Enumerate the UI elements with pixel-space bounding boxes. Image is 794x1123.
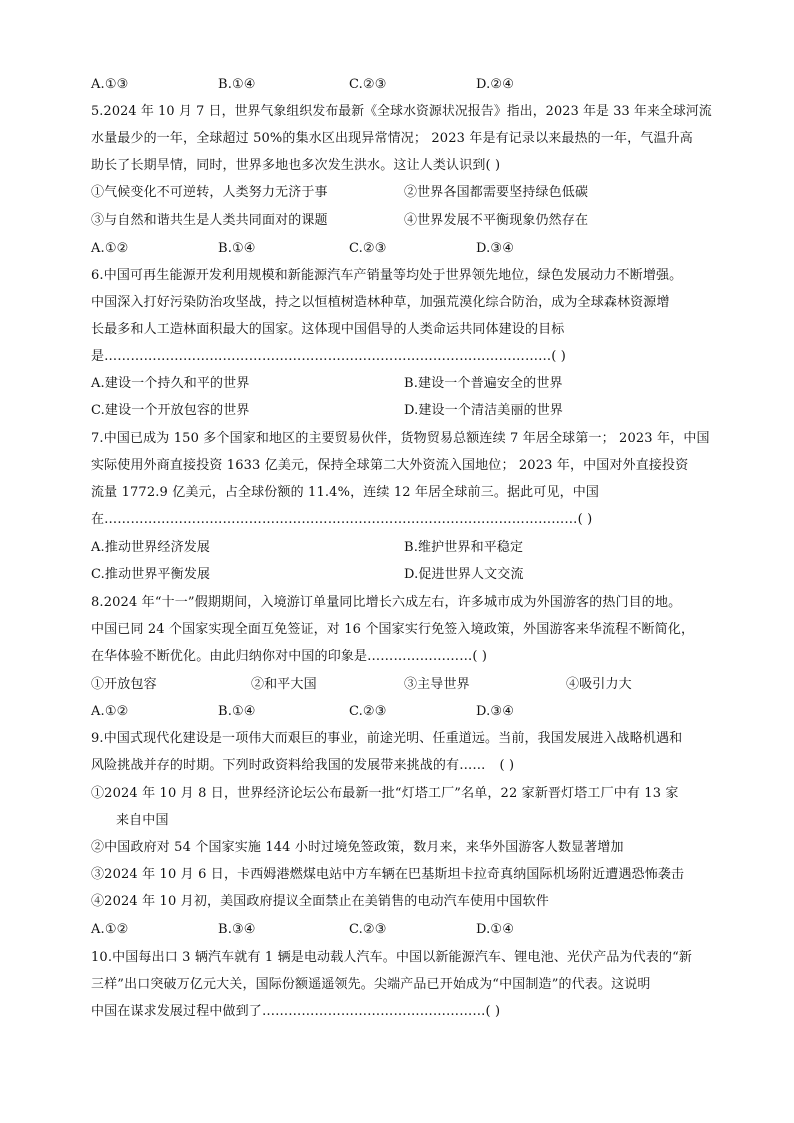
q6-stem-line-1: 6.中国可再生能源开发利用规模和新能源汽车产销量等均处于世界领先地位，绿色发展动力不断增强。 (91, 268, 683, 283)
q5-statement-3: ③与自然和谐共生是人类共同面对的课题 (91, 213, 328, 228)
q8-statement-1: ①开放包容 (91, 677, 157, 692)
q7-stem-line-1: 7.中国已成为 150 多个国家和地区的主要贸易伙伴，货物贸易总额连续 7 年居全球第一； 2023 年，中国 (91, 431, 710, 446)
q10-answer-blank: ( ) (485, 1004, 501, 1019)
q10-stem-line-1: 10.中国每出口 3 辆汽车就有 1 辆是电动载人汽车。中国以新能源汽车、锂电池、光伏产品为代表的“新 (91, 950, 693, 965)
q4-option-b: B.①④ (218, 77, 256, 92)
q8-leader-dots: …………………… (367, 649, 473, 664)
q7-stem-line-4 (91, 511, 592, 529)
q8-option-a: A.①② (91, 704, 129, 719)
q10-stem-lead: 中国在谋求发展过程中做到了 (91, 1004, 262, 1019)
q4-option-d: D.②④ (476, 77, 515, 92)
q7-stem-lead: 在 (91, 512, 105, 527)
q9-statement-1: ①2024 年 10 月 8 日，世界经济论坛公布最新一批“灯塔工厂”名单，22 家新晋灯塔工厂中有 13 家 (91, 786, 679, 801)
q10-stem-line-2: 三样”出口突破万亿元大关，国际份额遥遥领先。尖端产品已开始成为“中国制造”的代表。这说明 (91, 977, 651, 992)
q5-option-c: C.②③ (349, 241, 387, 256)
q7-option-c: C.推动世界平衡发展 (91, 567, 211, 582)
q6-option-b: B.建设一个普遍安全的世界 (404, 376, 563, 391)
q6-stem-lead: 是 (91, 349, 105, 364)
q8-answer-blank: ( ) (472, 649, 488, 664)
q10-stem-line-3 (91, 1003, 500, 1021)
q9-stem-lead: 风险挑战并存的时期。下列时政资料给我国的发展带来挑战的有 (91, 758, 460, 773)
q8-statement-2: ②和平大国 (251, 677, 317, 692)
q10-leader-dots: …………………………………………… (261, 1004, 486, 1019)
q8-statement-4: ④吸引力大 (566, 677, 632, 692)
q4-option-c: C.②③ (349, 77, 387, 92)
q5-statement-1: ①气候变化不可逆转，人类努力无济于事 (91, 185, 328, 200)
q5-stem-line-2: 水量最少的一年，全球超过 50%的集水区出现异常情况； 2023 年是有记录以来最热的一年，气温升高 (91, 131, 693, 146)
q9-stem-line-1: 9.中国式现代化建设是一项伟大而艰巨的事业，前途光明、任重道远。当前，我国发展进入战略机遇和 (91, 731, 683, 746)
q8-statement-3: ③主导世界 (404, 677, 470, 692)
q9-statement-1-cont: 来自中国 (116, 813, 169, 828)
q6-leader-dots: ………………………………………………………………………………………… (104, 349, 552, 364)
q6-option-d: D.建设一个清洁美丽的世界 (404, 403, 564, 418)
q7-leader-dots: ……………………………………………………………………………………………… (104, 512, 578, 527)
q9-option-a: A.①② (91, 922, 129, 937)
q8-option-c: C.②③ (349, 704, 387, 719)
q6-option-a: A.建设一个持久和平的世界 (91, 376, 250, 391)
q7-option-d: D.促进世界人文交流 (404, 567, 524, 582)
q9-option-b: B.③④ (218, 922, 256, 937)
q7-answer-blank: ( ) (577, 512, 593, 527)
q7-option-b: B.维护世界和平稳定 (404, 540, 524, 555)
q5-option-d: D.③④ (476, 241, 515, 256)
q7-stem-line-3: 流量 1772.9 亿美元，占全球份额的 11.4%，连续 12 年居全球前三。据此可见，中国 (91, 485, 600, 500)
q5-stem-line-3: 助长了长期旱情，同时，世界多地也多次发生洪水。这让人类认识到( ) (91, 158, 501, 173)
q9-option-d: D.①④ (476, 922, 515, 937)
q5-stem-line-1: 5.2024 年 10 月 7 日，世界气象组织发布最新《全球水资源状况报告》指出，2023 年是 33 年来全球河流 (91, 104, 712, 119)
q5-statement-4: ④世界发展不平衡现象仍然存在 (404, 213, 589, 228)
q5-option-b: B.①④ (218, 241, 256, 256)
q6-option-c: C.建设一个开放包容的世界 (91, 403, 250, 418)
q9-option-c: C.②③ (349, 922, 387, 937)
q8-stem-lead: 在华体验不断优化。由此归纳你对中国的印象是 (91, 649, 368, 664)
q8-stem-line-3 (91, 648, 487, 666)
q9-statement-3: ③2024 年 10 月 6 日，卡西姆港燃煤电站中方车辆在巴基斯坦卡拉奇真纳国际机场附近遭遇恐怖袭击 (91, 867, 685, 882)
q9-statement-2: ②中国政府对 54 个国家实施 144 小时过境免签政策，数月来，来华外国游客人数显著增加 (91, 840, 624, 855)
q6-stem-line-4 (91, 348, 566, 366)
q8-option-d: D.③④ (476, 704, 515, 719)
q6-stem-line-2: 中国深入打好污染防治攻坚战，持之以恒植树造林种草，加强荒漠化综合防治，成为全球森林资源增 (91, 295, 670, 310)
q9-answer-blank: ( ) (499, 758, 515, 773)
q7-option-a: A.推动世界经济发展 (91, 540, 211, 555)
q8-stem-line-1: 8.2024 年“十一”假期期间，入境游订单量同比增长六成左右，许多城市成为外国游客的热门目的地。 (91, 595, 682, 610)
q8-option-b: B.①④ (218, 704, 256, 719)
q7-stem-line-2: 实际使用外商直接投资 1633 亿美元，保持全球第二大外资流入国地位； 2023 年，中国对外直接投资 (91, 458, 689, 473)
q6-answer-blank: ( ) (551, 349, 566, 364)
q5-option-a: A.①② (91, 241, 129, 256)
q6-stem-line-3: 长最多和人工造林面积最大的国家。这体现中国倡导的人类命运共同体建设的目标 (91, 322, 565, 337)
q9-stem-line-2 (91, 757, 514, 775)
q5-statement-2: ②世界各国都需要坚持绿色低碳 (404, 185, 589, 200)
q9-leader-dots: …… (459, 758, 486, 773)
q4-option-a: A.①③ (91, 77, 129, 92)
q8-stem-line-2: 中国已同 24 个国家实现全面互免签证，对 16 个国家实行免签入境政策，外国游客来华流程不断简化， (91, 622, 695, 637)
q9-statement-4: ④2024 年 10 月初，美国政府提议全面禁止在美销售的电动汽车使用中国软件 (91, 894, 549, 909)
